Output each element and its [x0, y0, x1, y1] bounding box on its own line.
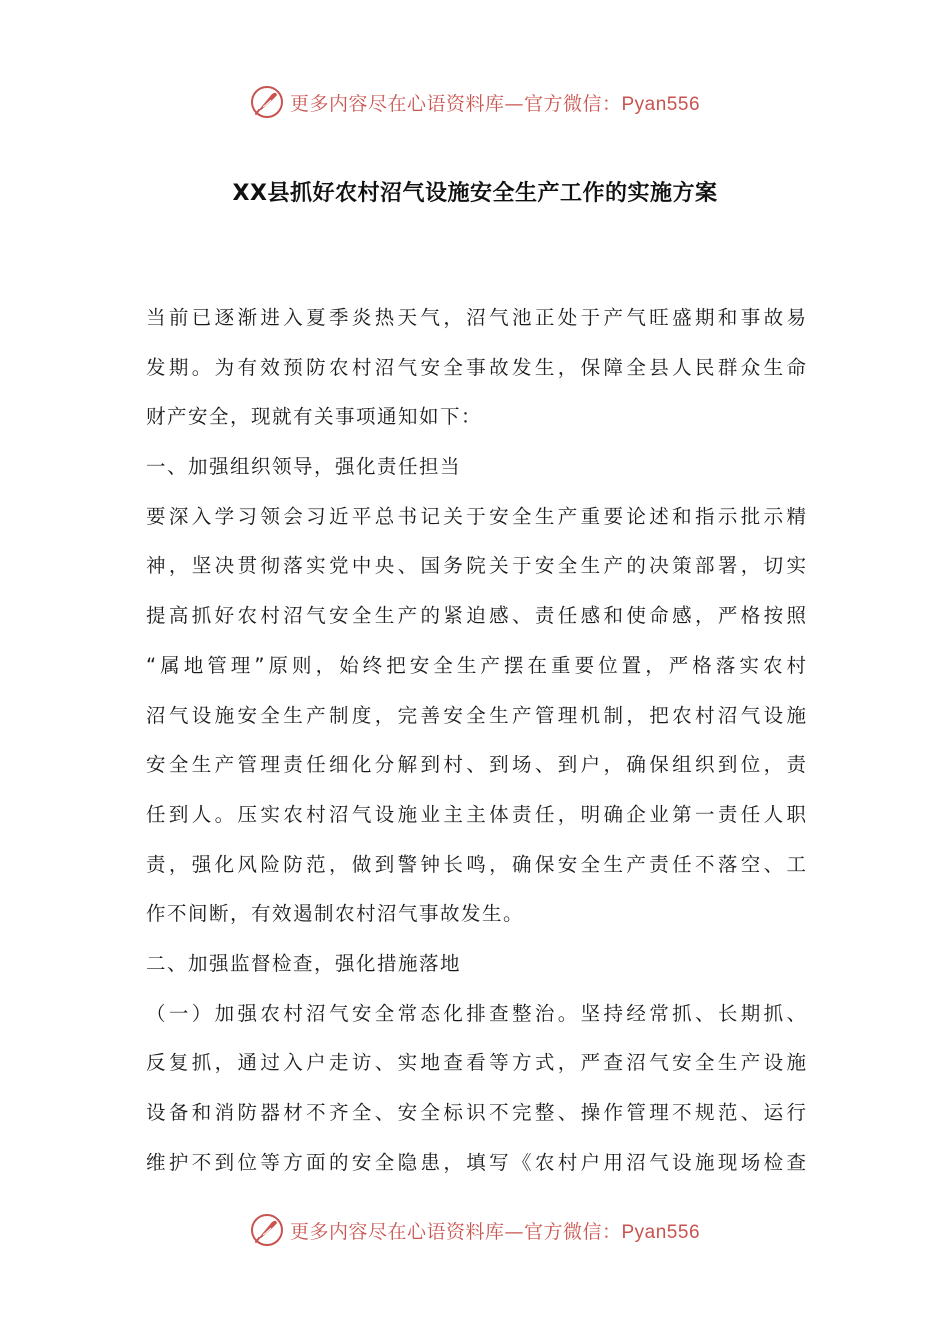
watermark-wechat-id: Pyan556: [621, 93, 701, 115]
text-line: 责，强化风险防范，做到警钟长鸣，确保安全生产责任不落空、工: [146, 852, 806, 876]
text-line: 发期。为有效预防农村沼气安全事故发生，保障全县人民群众生命: [146, 355, 806, 379]
document-title: XX县抓好农村沼气设施安全生产工作的实施方案: [232, 181, 718, 206]
text-line: 任到人。压实农村沼气设施业主主体责任，明确企业第一责任人职: [146, 802, 806, 826]
quill-pen-logo-icon: [250, 1213, 284, 1247]
text-line: （一）加强农村沼气安全常态化排查整治。坚持经常抓、长期抓、: [146, 1001, 806, 1025]
text-line: 一、加强组织领导，强化责任担当: [146, 455, 462, 479]
text-line: 当前已逐渐进入夏季炎热天气，沼气池正处于产气旺盛期和事故易: [146, 306, 806, 329]
text-line: 反复抓，通过入户走访、实地查看等方式，严查沼气安全生产设施: [146, 1051, 806, 1075]
text-line: 设备和消防器材不齐全、安全标识不完整、操作管理不规范、运行: [146, 1101, 806, 1124]
text-line: 财产安全，现就有关事项通知如下：: [146, 405, 483, 429]
text-line: 二、加强监督检查，强化措施落地: [146, 951, 462, 975]
watermark-label: 更多内容尽在心语资料库—官方微信：: [289, 1220, 622, 1243]
text-line: 提高抓好农村沼气安全生产的紧迫感、责任感和使命感，严格按照: [146, 604, 806, 628]
watermark-label: 更多内容尽在心语资料库—官方微信：: [289, 92, 622, 115]
text-line: 维护不到位等方面的安全隐患，填写《农村户用沼气设施现场检查: [146, 1150, 806, 1174]
watermark-wechat-id: Pyan556: [621, 1221, 701, 1243]
quill-pen-logo-icon: [250, 85, 284, 119]
document-body: [146, 293, 806, 1187]
watermark-footer: [0, 1210, 950, 1250]
watermark-text: [290, 1217, 700, 1244]
text-line: 神，坚决贯彻落实党中央、国务院关于安全生产的决策部署，切实: [146, 554, 806, 578]
text-line: “属地管理”原则，始终把安全生产摆在重要位置，严格落实农村: [146, 653, 806, 677]
watermark-header: [0, 82, 950, 122]
text-line: 安全生产管理责任细化分解到村、到场、到户，确保组织到位，责: [146, 753, 806, 777]
text-line: 沼气设施安全生产制度，完善安全生产管理机制，把农村沼气设施: [146, 703, 806, 727]
watermark-text: [290, 89, 700, 116]
text-line: 作不间断，有效遏制农村沼气事故发生。: [146, 902, 525, 926]
text-line: 要深入学习领会习近平总书记关于安全生产重要论述和指示批示精: [146, 504, 806, 528]
